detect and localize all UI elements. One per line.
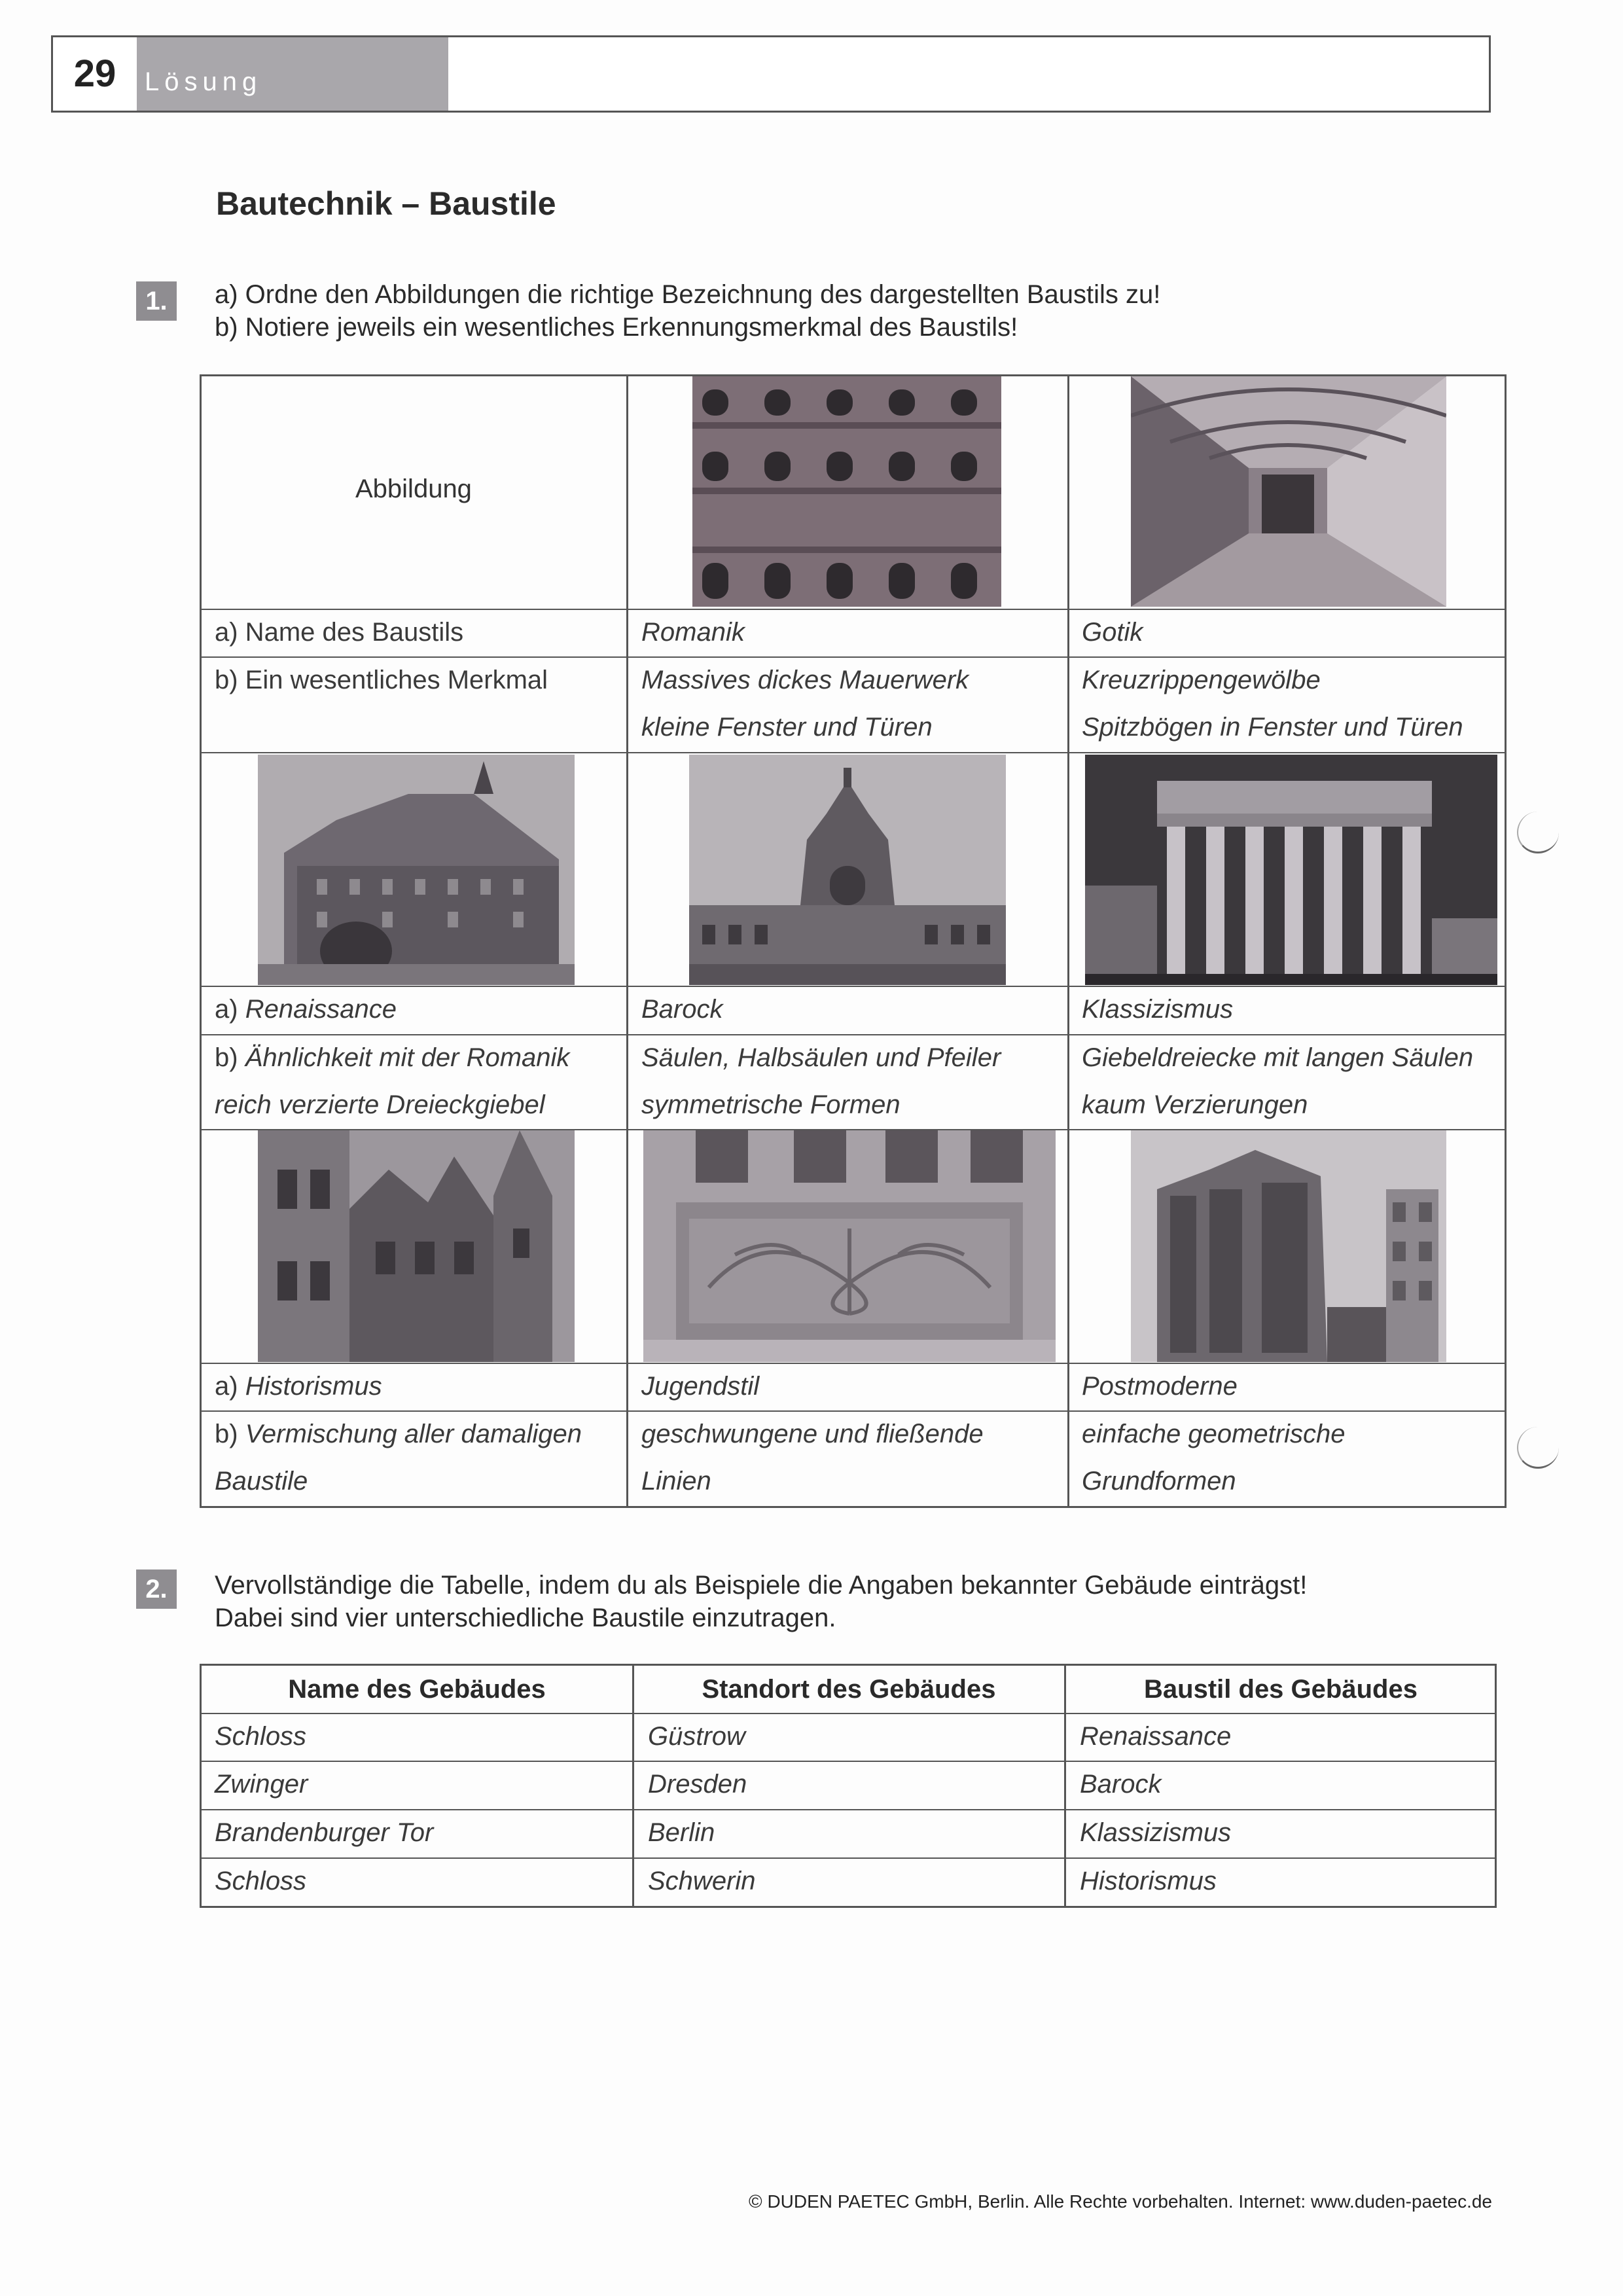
header-label: Lösung: [145, 67, 262, 96]
table-cell: Berlin: [648, 1818, 715, 1847]
romanik-photo: [692, 376, 1001, 607]
style-merkmal-4a: Säulen, Halbsäulen und Pfeiler: [641, 1043, 1001, 1072]
page-number: 29: [73, 52, 116, 95]
row-label-name: a) Name des Baustils: [215, 618, 464, 647]
historismus-photo: [258, 1130, 575, 1362]
style-merkmal-5a: Giebeldreiecke mit langen Säulen: [1082, 1043, 1474, 1072]
style-name-8: Postmoderne: [1082, 1372, 1238, 1401]
jugendstil-photo: [643, 1130, 1056, 1362]
table-cell: Zwinger: [215, 1770, 308, 1799]
task-1-instruction-a: a) Ordne den Abbildungen die richtige Bezeichnung des dargestellten Baustils zu!: [215, 280, 1161, 309]
page-header: [51, 35, 1491, 113]
task-1-marker: 1.: [136, 281, 177, 321]
header-standort: Standort des Gebäudes: [702, 1675, 996, 1704]
header-name: Name des Gebäudes: [288, 1675, 546, 1704]
row-label-merkmal: b) Ein wesentliches Merkmal: [215, 666, 548, 694]
style-merkmal-2a: Kreuzrippengewölbe: [1082, 666, 1321, 694]
postmoderne-photo: [1131, 1130, 1446, 1362]
table-cell: Barock: [1080, 1770, 1162, 1799]
header-baustil: Baustil des Gebäudes: [1144, 1675, 1418, 1704]
table-cell: Dresden: [648, 1770, 747, 1799]
style-name-1: Romanik: [641, 618, 745, 647]
style-name-3: a) Renaissance: [215, 995, 397, 1024]
style-merkmal-2b: Spitzbögen in Fenster und Türen: [1082, 713, 1463, 742]
style-merkmal-5b: kaum Verzierungen: [1082, 1090, 1308, 1119]
style-merkmal-6a: b) Vermischung aller damaligen: [215, 1420, 582, 1448]
renaissance-photo: [258, 755, 575, 985]
style-merkmal-3b: reich verzierte Dreieckgiebel: [215, 1090, 545, 1119]
style-merkmal-8b: Grundformen: [1082, 1467, 1236, 1496]
task-2-instruction-1: Vervollständige die Tabelle, indem du als Beispiele die Angaben bekannter Gebäude einträgst!: [215, 1571, 1308, 1600]
table-cell: Historismus: [1080, 1867, 1217, 1895]
style-name-7: Jugendstil: [641, 1372, 760, 1401]
table-cell: Schwerin: [648, 1867, 756, 1895]
style-merkmal-4b: symmetrische Formen: [641, 1090, 901, 1119]
punch-hole: [1517, 1427, 1559, 1469]
table-cell: Güstrow: [648, 1722, 745, 1751]
style-name-4: Barock: [641, 995, 723, 1024]
barock-photo: [689, 755, 1006, 985]
style-merkmal-6b: Baustile: [215, 1467, 308, 1496]
style-name-2: Gotik: [1082, 618, 1143, 647]
style-merkmal-1b: kleine Fenster und Türen: [641, 713, 933, 742]
table-cell: Schloss: [215, 1722, 307, 1751]
baustile-table: [200, 374, 1507, 1508]
punch-hole: [1517, 812, 1559, 853]
gotik-photo: [1131, 376, 1446, 607]
copyright-footer: © DUDEN PAETEC GmbH, Berlin. Alle Rechte vorbehalten. Internet: www.duden-paetec.de: [749, 2191, 1492, 2212]
style-merkmal-1a: Massives dickes Mauerwerk: [641, 666, 969, 694]
klassizismus-photo: [1085, 755, 1497, 985]
table-cell: Renaissance: [1080, 1722, 1232, 1751]
style-merkmal-3a: b) Ähnlichkeit mit der Romanik: [215, 1043, 570, 1072]
task-1-instruction-b: b) Notiere jeweils ein wesentliches Erkennungsmerkmal des Baustils!: [215, 313, 1018, 342]
style-merkmal-7a: geschwungene und fließende: [641, 1420, 984, 1448]
task-2-marker: 2.: [136, 1570, 177, 1609]
style-name-6: a) Historismus: [215, 1372, 382, 1401]
page-title: Bautechnik – Baustile: [216, 185, 556, 222]
table-cell: Schloss: [215, 1867, 307, 1895]
style-merkmal-7b: Linien: [641, 1467, 711, 1496]
task-2-instruction-2: Dabei sind vier unterschiedliche Baustile einzutragen.: [215, 1604, 836, 1632]
table-cell: Brandenburger Tor: [215, 1818, 434, 1847]
gebaeude-table: [200, 1664, 1497, 1908]
style-name-5: Klassizismus: [1082, 995, 1234, 1024]
style-merkmal-8a: einfache geometrische: [1082, 1420, 1346, 1448]
abbildung-label: Abbildung: [355, 475, 472, 503]
table-cell: Klassizismus: [1080, 1818, 1232, 1847]
